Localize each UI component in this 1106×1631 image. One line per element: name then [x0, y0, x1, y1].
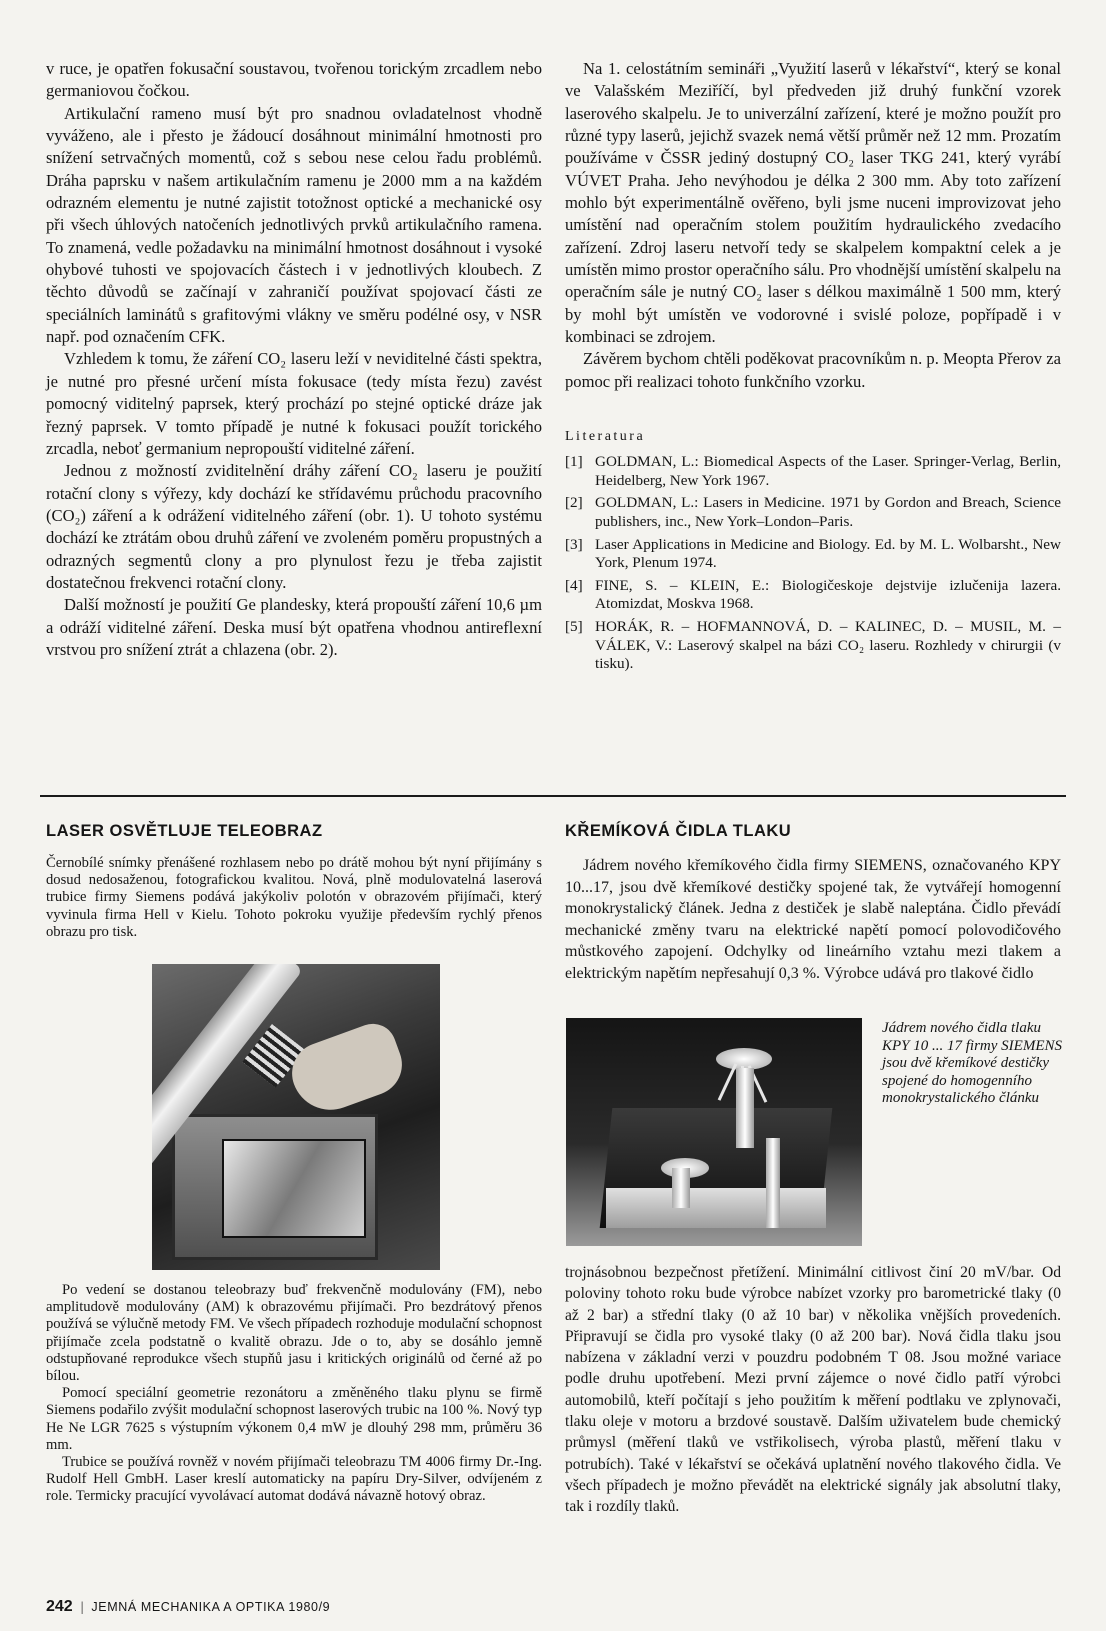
article-heading: LASER OSVĚTLUJE TELEOBRAZ	[46, 822, 323, 840]
article-heading: KŘEMÍKOVÁ ČIDLA TLAKU	[565, 822, 792, 840]
photo-sensor-disk	[716, 1048, 772, 1070]
literature-heading: Literatura	[565, 429, 646, 445]
paragraph: Na 1. celostátním semináři „Využití laserů v lékařství“, který se konal ve Valašském Meziříčí, byl předveden již druhý funkční vzorek laserového skalpelu. Je to univerzální zařízení, které je možno použít pro různé typy laserů, jejichž svazek nemá větší průměr než 12 mm. Prozatím používáme v ČSSR jediný dostupný CO₂ laser TKG 241, který vyrábí VÚVET Praha. Jeho nevýhodou je délka 2 300 mm. Aby toto zařízení mohlo být experimentálně ověřeno, byli jsme nuceni improvizovat jeho umístění nad operačním stolem použitím hydraulického zvedacího zařízení. Zdroj laseru netvoří tedy se skalpelem kompaktní celek a je umístěn mimo prostor operačního sálu. Pro vhodnější umístění skalpelu na operačním sále je nutný CO₂ laser s délkou maximálně 1 500 mm, který by mohl být umístěn ve vodorovné i svislé poloze, popřípadě i v kombinaci se zdrojem.	[565, 59, 1061, 347]
photo-laser-tube	[152, 964, 440, 1270]
photo-sensor-plinth	[606, 1188, 826, 1228]
paragraph: Trubice se používá rovněž v novém přijímači teleobrazu TM 4006 firmy Dr.-Ing. Rudolf Hell GmbH. Laser kreslí automaticky na papíru Dry-Silver, odvíjeném z role. Termicky pracující vyvolávací automat dodává návazně hotový obraz.	[46, 1454, 542, 1505]
article-kremikova-body	[565, 1262, 1061, 1518]
reference-number: [2]	[565, 494, 583, 512]
article-intro: Jádrem nového křemíkového čidla firmy SIEMENS, označovaného KPY 10...17, jsou dvě křemíkové destičky spojené tak, že vytvářejí homogenní monokrystalický článek. Jedna z destiček je slabě naleptána. Čidlo převádí mechanické změny tvaru na elektrické napětí pomocí polovodičového můstkového zapojení. Odchylky od lineárního vztahu mezi tlakem a elektrickým napětím nepřesahují 0,3 %. Výrobce udává pro tlakové čidlo	[565, 857, 1061, 982]
article-laser-teleobraz	[46, 822, 542, 941]
paragraph: Vzhledem k tomu, že záření CO₂ laseru leží v neviditelné části spektra, je nutné pro přesné určení místa fokusace (tedy místa řezu) zavést pomocný viditelný paprsek, který prochází po stejné optické dráze jak řezný paprsek. V tomto případě je nutné k fokusaci použít torického zrcadla, neboť germanium nepropouští viditelné záření.	[46, 349, 542, 458]
page-number: 242	[46, 1598, 73, 1615]
photo-sensor-pin	[718, 1063, 738, 1101]
paragraph: Další možností je použití Ge plandesky, která propouští záření 10,6 µm a odráží viditelné záření. Deska musí být opatřena vhodnou antireflexní vrstvou pro snížení ztrát a chlazena (obr. 2).	[46, 595, 542, 659]
paragraph: trojnásobnou bezpečnost přetížení. Minimální citlivost činí 20 mV/bar. Od poloviny tohoto roku bude výrobce nabízet vzorky pro barometrické tlaky (0 až 2 bar) a střední tlaky (0 až 10 bar) v několika vnějších provedeních. Připravují se čidla pro vysoké tlaky (0 až 200 bar). Nová čidla tlaku jsou nabízena v základní verzi v pouzdru podobném T 08. Jsou možné variace podle druhu upotřebení. Mezi první zájemce o nové čidlo patří výrobci automobilů, kteří počítají s jeho použitím k měření podtlaku ve zplynovači, tlaku oleje v motoru a brzdové soustavě. Dalším uživatelem bude chemický průmysl (měření tlaků ve vstřikolisech, výroba plastů, měření tlaku v potrubích). Také v lékařství se očekává uplatnění nového tlakového čidla. Ve všech případech je možno převádět na elektrické signály jak absolutní tlaky, tak i rozdíly tlaků.	[565, 1264, 1061, 1516]
reference-item	[565, 577, 1061, 614]
photo-sensor-post	[766, 1138, 780, 1228]
article-continuation-right	[565, 58, 1061, 678]
journal-title: JEMNÁ MECHANIKA A OPTIKA 1980/9	[91, 1600, 331, 1614]
paragraph: Pomocí speciální geometrie rezonátoru a změněného tlaku plynu se firmě Siemens podařilo zvýšit modulační schopnost laserových trubic na 100 %. Nový typ He Ne LGR 7625 s výstupním výkonem 0,4 mW je dlouhý 298 mm, průměru 36 mm.	[46, 1385, 542, 1453]
paragraph: v ruce, je opatřen fokusační soustavou, tvořenou torickým zrcadlem nebo germaniovou čočkou.	[46, 59, 542, 101]
paragraph: Jednou z možností zviditelnění dráhy záření CO₂ laseru je použití rotační clony s výřezy, kdy dochází ke střídavému průchodu pracovního (CO₂) záření a k odrážení viditelného záření (obr. 1). U tohoto systému dochází ke ztrátám obou druhů záření ve zvoleném poměru propustných a odrazných segmentů clony a pro plynulost řezu je třeba zajistit dostatečnou frekvenci rotační clony.	[46, 461, 542, 592]
paragraph: Artikulační rameno musí být pro snadnou ovladatelnost vhodně vyváženo, ale i přesto je žádoucí dosáhnout minimální hmotnosti pro snížení setrvačných momentů, což s sebou nese celou řadu problémů. Dráha paprsku v našem artikulačním ramenu je 2000 mm a na každém odrazném elementu je nutné zajistit totožnost optické a mechanické osy při všech úhlových natočeních jednotlivých prvků artikulačního ramena. To znamená, vedle požadavku na minimální hmotnost dosáhnout i vysoké ohybové tuhosti ve spojovacích částech i v jednotlivých kloubech. Z těchto důvodů se začínají v zahraničí používat spojovací části ze speciálních laminátů s grafitovými vlákny ve směru podélné osy, v NSR např. pod označením CFK.	[46, 103, 542, 347]
reference-item	[565, 494, 1061, 531]
reference-text: GOLDMAN, L.: Biomedical Aspects of the Laser. Springer-Verlag, Berlin, Heidelberg, New York 1967.	[595, 453, 1061, 489]
article-continuation-left	[46, 58, 542, 661]
reference-item	[565, 536, 1061, 573]
reference-number: [4]	[565, 576, 583, 594]
photo-sensor-post	[736, 1068, 754, 1148]
article-intro: Černobílé snímky přenášené rozhlasem nebo po drátě mohou být nyní přijímány s dosud nedosaženou, fotografickou kvalitou. Nová, plně modulovatelná laserová trubice firmy Siemens podává jakýkoliv polotón v obrazovém přijímači, který vyvinula firma Hell v Kielu. Tohoto pokroku využije především rychlý přenos obrazu pro tisk.	[46, 855, 542, 940]
section-divider	[40, 795, 1066, 797]
photo-hand	[283, 1017, 410, 1120]
reference-number: [3]	[565, 535, 583, 553]
reference-text: HORÁK, R. – HOFMANNOVÁ, D. – KALINEC, D. – MUSIL, M. – VÁLEK, V.: Laserový skalpel na bázi CO₂ laseru. Rozhledy v chirurgii (v tisku).	[595, 617, 1061, 673]
paragraph: Po vedení se dostanou teleobrazy buď frekvenčně modulovány (FM), nebo amplitudově modulovány (AM) k obrazovému přijímači. Pro bezdrátový přenos používá se výlučně metody FM. Ve všech případech rozhoduje modulační schopnost přijímače zcela podstatně o kvalitě obrazu. Jde o to, aby se dosáhlo jemně odstupňované reprodukce všech stupňů jasu i kritických originálů od černé až po bílou.	[46, 1282, 542, 1385]
reference-number: [5]	[565, 617, 583, 635]
reference-item	[565, 618, 1061, 674]
reference-number: [1]	[565, 453, 583, 471]
photo-pressure-sensor	[566, 1018, 862, 1246]
reference-item	[565, 453, 1061, 490]
photo-sensor-post	[672, 1168, 690, 1208]
photo-receiver-screen	[222, 1139, 366, 1238]
article-kremikova-cidla	[565, 822, 1061, 984]
page-footer	[46, 1598, 330, 1616]
footer-separator: |	[80, 1599, 84, 1614]
photo-caption: Jádrem nového čidla tlaku KPY 10 ... 17 firmy SIEMENS jsou dvě křemíkové destičky spojené do homogenního monokrystalického článku	[882, 1020, 1062, 1106]
reference-text: FINE, S. – KLEIN, E.: Biologičeskoje dejstvije izlučenija lazera. Atomizdat, Moskva 1968.	[595, 576, 1061, 613]
reference-text: Laser Applications in Medicine and Biology. Ed. by M. L. Wolbarsht., New York, Plenum 1974.	[595, 535, 1061, 572]
article-laser-body	[46, 1282, 542, 1506]
reference-text: GOLDMAN, L.: Lasers in Medicine. 1971 by Gordon and Breach, Science publishers, inc., New York–London–Paris.	[595, 494, 1061, 530]
paragraph: Závěrem bychom chtěli poděkovat pracovníkům n. p. Meopta Přerov za pomoc při realizaci tohoto funkčního vzorku.	[565, 349, 1061, 391]
reference-list	[565, 453, 1061, 674]
